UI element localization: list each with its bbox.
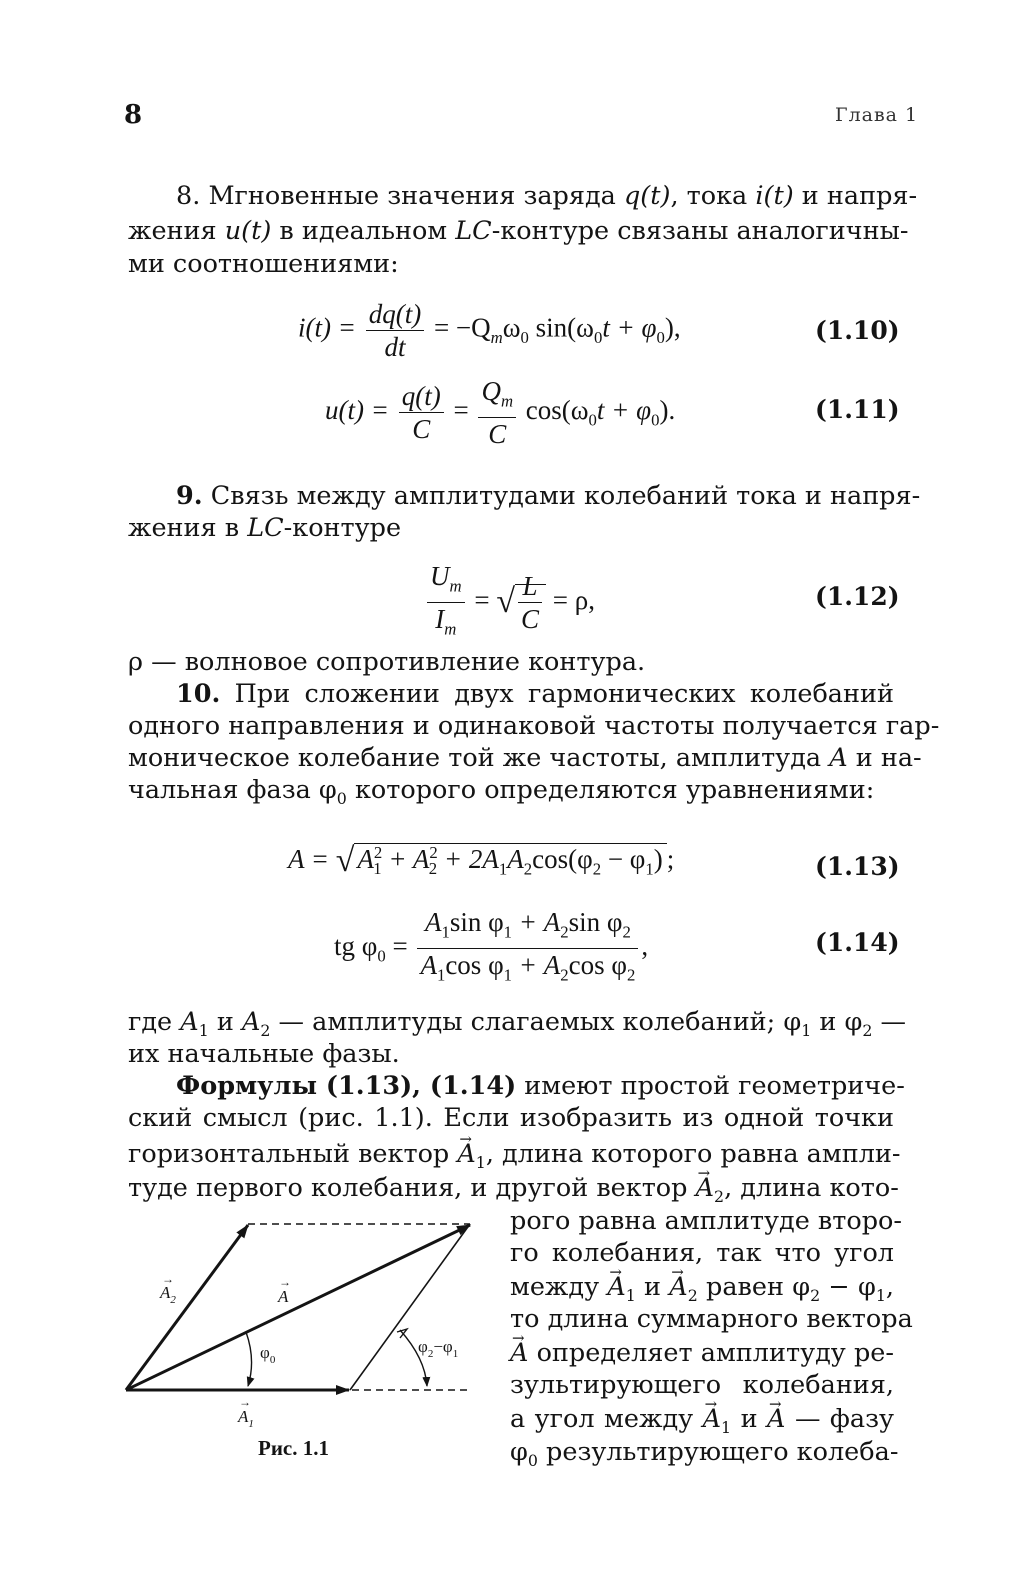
- label-a: A: [278, 1287, 289, 1306]
- wrap-line6: зультирующего колебания,: [510, 1370, 894, 1400]
- item9-line2: жения в LC-контуре: [128, 513, 402, 543]
- label-phi0: $\varphi_0$: [260, 1343, 276, 1366]
- wrap-line1: рого равна амплитуде второ-: [510, 1206, 903, 1236]
- wrap-line3: между → $A_1$ $и \to A_2$ равен $\varphi_2 - \varphi_1$,: [510, 1271, 894, 1312]
- item8-line3: ми соотношениями:: [128, 249, 399, 279]
- label-a1-arrow-mark: →: [239, 1395, 251, 1409]
- item10-line3: моническое колебание той же частоты, амплитуда A и на-: [128, 743, 922, 773]
- equation-number-1-14: (1.14): [815, 928, 900, 957]
- equation-number-1-13: (1.13): [815, 852, 900, 881]
- vector-a-arrow: [126, 1225, 470, 1390]
- equation-1-10: i(t) = $\frac{dq(t)}{dt}$ = $-Q_m\omega_0$ $\sin(\omega_0t + \varphi_0)$,: [298, 299, 681, 362]
- item10-line1: 10. При сложении двух гармонических колебаний: [176, 679, 894, 709]
- item10-line2: одного направления и одинаковой частоты получается гар-: [128, 711, 940, 741]
- item10-line4: чальная фаза $\varphi_0$ которого определяются уравнениями:: [128, 775, 875, 809]
- equation-1-11: u(t) = $\frac{q(t)}{C}$ = $\frac{Q_m}{C}$ $\cos(\omega_0t + \varphi_0)$.: [325, 376, 676, 450]
- where-line2: их начальные фазы.: [128, 1039, 400, 1069]
- where-line1: где $A_1$ и $A_2$ — амплитуды слагаемых колебаний; $\varphi_1$ и $\varphi_2$ —: [128, 1007, 907, 1041]
- equation-number-1-11: (1.11): [815, 395, 900, 424]
- chapter-title: Глава 1: [835, 104, 919, 126]
- equation-1-12: $\frac{U_m}{I_m}$ = √ $\frac{L}{C}$ = ρ,: [424, 560, 595, 646]
- formulas-line4: туде первого колебания, и другой вектор → $A_2$, длина кото-: [128, 1172, 894, 1213]
- equation-number-1-10: (1.10): [815, 316, 900, 345]
- wrap-line4: то длина суммарного вектора: [510, 1304, 913, 1334]
- figure-caption: Рис. 1.1: [258, 1436, 329, 1460]
- item9-line1: 9. Связь между амплитудами колебаний тока и напря-: [176, 481, 921, 511]
- formulas-line1: Формулы (1.13), (1.14) имеют простой геометриче-: [176, 1071, 905, 1101]
- item8-line2: жения u(t) в идеальном LC-контуре связаны аналогичны-: [128, 216, 909, 246]
- vector-diagram: [120, 1210, 490, 1430]
- label-phi-diff: $\varphi_2-\varphi_1$: [418, 1337, 459, 1360]
- equation-1-14: tg $\varphi_0$ = $\frac{A_1\sin \varphi_1 + A_2\sin \varphi_2}{A_1\cos \varphi_1 + A_2\cos \varphi_2}$ ,: [334, 907, 649, 985]
- page-number: 8: [124, 100, 143, 130]
- formulas-line3: горизонтальный вектор → $A_1$, длина которого равна ампли-: [128, 1138, 894, 1179]
- label-a2: $A_2$: [160, 1283, 176, 1306]
- equation-number-1-12: (1.12): [815, 582, 900, 611]
- label-a2-arrow-mark: →: [162, 1272, 174, 1286]
- wrap-line5: → A определяет амплитуду ре-: [510, 1337, 894, 1369]
- wrap-line2: го колебания, так что угол: [510, 1238, 894, 1268]
- item8-line1: 8. Мгновенные значения заряда q(t), тока i(t) и напря-: [176, 181, 918, 211]
- parallelogram-side: [350, 1224, 470, 1390]
- formulas-line2: ский смысл (рис. 1.1). Если изобразить из одной точки: [128, 1103, 894, 1133]
- label-a-arrow-mark: →: [279, 1275, 291, 1289]
- wrap-line7: а угол между → $A_1$ и → A — фазу: [510, 1403, 894, 1444]
- equation-1-13: A = √ $A^2_1 + A^2_2 + 2A_1A_2\cos(\varphi_2 - \varphi_1)$ ;: [288, 842, 675, 879]
- label-a1: $A_1$: [238, 1407, 254, 1430]
- rho-line: ρ — волновое сопротивление контура.: [128, 647, 646, 677]
- wrap-line8: $\varphi_0$ результирующего колеба-: [510, 1437, 899, 1471]
- phi0-angle-arc: [246, 1332, 252, 1386]
- vector-a2-arrow: [126, 1225, 248, 1390]
